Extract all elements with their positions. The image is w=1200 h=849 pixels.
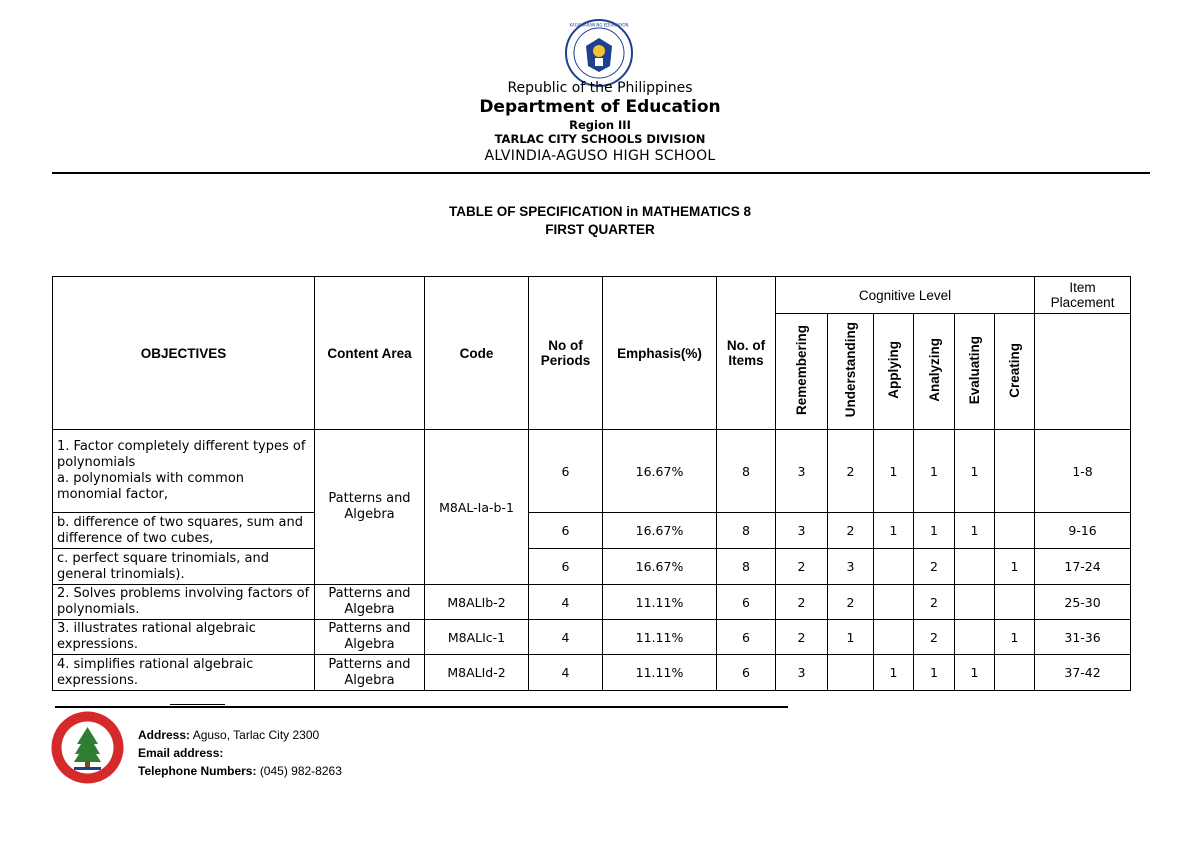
emphasis-cell: 11.11% bbox=[603, 620, 717, 655]
svg-text:KAGAWARAN NG EDUKASYON: KAGAWARAN NG EDUKASYON bbox=[569, 22, 629, 28]
level-cell bbox=[955, 549, 995, 585]
header-divider bbox=[52, 172, 1150, 174]
footer-accent-line bbox=[170, 704, 225, 705]
items-cell: 8 bbox=[717, 513, 776, 549]
table-row bbox=[53, 620, 1131, 655]
document-subtitle: FIRST QUARTER bbox=[545, 222, 655, 237]
placement-cell: 25-30 bbox=[1035, 585, 1131, 620]
periods-cell: 4 bbox=[529, 585, 603, 620]
level-cell: 2 bbox=[914, 549, 955, 585]
level-cell: 1 bbox=[914, 430, 955, 513]
address-label: Address: bbox=[138, 728, 191, 742]
code-cell: M8AL-Ia-b-1 bbox=[425, 430, 529, 585]
objective-cell: c. perfect square trinomials, and general trinomials). bbox=[53, 549, 315, 585]
col-periods: No of Periods bbox=[529, 277, 603, 430]
content-area-cell: Patterns and Algebra bbox=[315, 585, 425, 620]
level-cell: 2 bbox=[828, 513, 874, 549]
level-cell: 2 bbox=[776, 549, 828, 585]
table-row bbox=[53, 513, 1131, 549]
placement-cell: 1-8 bbox=[1035, 430, 1131, 513]
document-title: TABLE OF SPECIFICATION in MATHEMATICS 8 bbox=[449, 204, 751, 219]
col-cognitive-level: Cognitive Level bbox=[776, 277, 1035, 314]
items-cell: 6 bbox=[717, 620, 776, 655]
level-cell: 1 bbox=[874, 655, 914, 691]
col-content-area: Content Area bbox=[315, 277, 425, 430]
level-cell: 1 bbox=[914, 655, 955, 691]
emphasis-cell: 16.67% bbox=[603, 513, 717, 549]
col-level: Understanding bbox=[828, 314, 874, 430]
level-cell bbox=[828, 655, 874, 691]
level-cell: 1 bbox=[874, 513, 914, 549]
items-cell: 8 bbox=[717, 549, 776, 585]
content-area-cell: Patterns and Algebra bbox=[315, 655, 425, 691]
school-seal-logo bbox=[50, 710, 125, 785]
address-line bbox=[138, 728, 319, 742]
objective-cell: 1. Factor completely different types of polynomials a. polynomials with common monomial factor, bbox=[53, 430, 315, 513]
level-cell: 1 bbox=[914, 513, 955, 549]
level-cell: 2 bbox=[828, 430, 874, 513]
col-level: Analyzing bbox=[914, 314, 955, 430]
periods-cell: 4 bbox=[529, 620, 603, 655]
level-cell: 3 bbox=[776, 430, 828, 513]
level-cell: 2 bbox=[776, 620, 828, 655]
division-line: TARLAC CITY SCHOOLS DIVISION bbox=[494, 132, 706, 146]
level-cell: 2 bbox=[828, 585, 874, 620]
level-cell: 3 bbox=[776, 655, 828, 691]
department-name: Department of Education bbox=[479, 97, 721, 117]
level-cell: 1 bbox=[955, 655, 995, 691]
deped-seal-logo bbox=[564, 18, 634, 88]
phone-line bbox=[138, 764, 342, 778]
level-cell: 2 bbox=[914, 620, 955, 655]
objective-cell: 4. simplifies rational algebraic expressions. bbox=[53, 655, 315, 691]
content-area-cell: Patterns and Algebra bbox=[315, 620, 425, 655]
republic-line: Republic of the Philippines bbox=[507, 80, 693, 96]
placement-cell: 37-42 bbox=[1035, 655, 1131, 691]
periods-cell: 6 bbox=[529, 430, 603, 513]
footer-divider bbox=[55, 706, 788, 708]
emphasis-cell: 16.67% bbox=[603, 430, 717, 513]
level-cell bbox=[874, 620, 914, 655]
col-item-placement: Item Placement bbox=[1035, 277, 1131, 314]
phone-value: (045) 982-8263 bbox=[259, 764, 342, 778]
col-level: Remembering bbox=[776, 314, 828, 430]
level-cell bbox=[995, 655, 1035, 691]
objective-cell: 3. illustrates rational algebraic expressions. bbox=[53, 620, 315, 655]
level-cell bbox=[955, 620, 995, 655]
address-value: Aguso, Tarlac City 2300 bbox=[192, 728, 320, 742]
emphasis-cell: 16.67% bbox=[603, 549, 717, 585]
col-level: Creating bbox=[995, 314, 1035, 430]
content-area-cell: Patterns and Algebra bbox=[315, 430, 425, 585]
level-cell: 1 bbox=[874, 430, 914, 513]
emphasis-cell: 11.11% bbox=[603, 585, 717, 620]
level-cell bbox=[955, 585, 995, 620]
emphasis-cell: 11.11% bbox=[603, 655, 717, 691]
placement-cell: 9-16 bbox=[1035, 513, 1131, 549]
periods-cell: 6 bbox=[529, 549, 603, 585]
col-objectives: OBJECTIVES bbox=[53, 277, 315, 430]
phone-label: Telephone Numbers: bbox=[138, 764, 257, 778]
periods-cell: 6 bbox=[529, 513, 603, 549]
table-row bbox=[53, 585, 1131, 620]
level-cell: 3 bbox=[828, 549, 874, 585]
items-cell: 6 bbox=[717, 585, 776, 620]
level-cell: 1 bbox=[828, 620, 874, 655]
periods-cell: 4 bbox=[529, 655, 603, 691]
level-cell bbox=[995, 513, 1035, 549]
col-placement-blank bbox=[1035, 314, 1131, 430]
level-cell bbox=[995, 430, 1035, 513]
col-code: Code bbox=[425, 277, 529, 430]
table-row bbox=[53, 655, 1131, 691]
level-cell: 2 bbox=[776, 585, 828, 620]
col-items: No. of Items bbox=[717, 277, 776, 430]
school-name: ALVINDIA-AGUSO HIGH SCHOOL bbox=[484, 148, 716, 164]
col-level: Evaluating bbox=[955, 314, 995, 430]
placement-cell: 31-36 bbox=[1035, 620, 1131, 655]
email-label: Email address: bbox=[138, 746, 224, 760]
specification-table bbox=[52, 276, 1131, 691]
table-row bbox=[53, 430, 1131, 513]
objective-cell: b. difference of two squares, sum and difference of two cubes, bbox=[53, 513, 315, 549]
level-cell bbox=[874, 585, 914, 620]
level-cell: 1 bbox=[955, 513, 995, 549]
level-cell: 1 bbox=[955, 430, 995, 513]
items-cell: 6 bbox=[717, 655, 776, 691]
code-cell: M8ALId-2 bbox=[425, 655, 529, 691]
col-level: Applying bbox=[874, 314, 914, 430]
region-line: Region III bbox=[569, 118, 631, 132]
level-cell bbox=[995, 585, 1035, 620]
placement-cell: 17-24 bbox=[1035, 549, 1131, 585]
table-row bbox=[53, 549, 1131, 585]
code-cell: M8ALIb-2 bbox=[425, 585, 529, 620]
level-cell: 1 bbox=[995, 620, 1035, 655]
code-cell: M8ALIc-1 bbox=[425, 620, 529, 655]
level-cell: 1 bbox=[995, 549, 1035, 585]
objective-cell: 2. Solves problems involving factors of polynomials. bbox=[53, 585, 315, 620]
level-cell: 2 bbox=[914, 585, 955, 620]
level-cell bbox=[874, 549, 914, 585]
level-cell: 3 bbox=[776, 513, 828, 549]
email-line bbox=[138, 746, 223, 760]
items-cell: 8 bbox=[717, 430, 776, 513]
col-emphasis: Emphasis(%) bbox=[603, 277, 717, 430]
